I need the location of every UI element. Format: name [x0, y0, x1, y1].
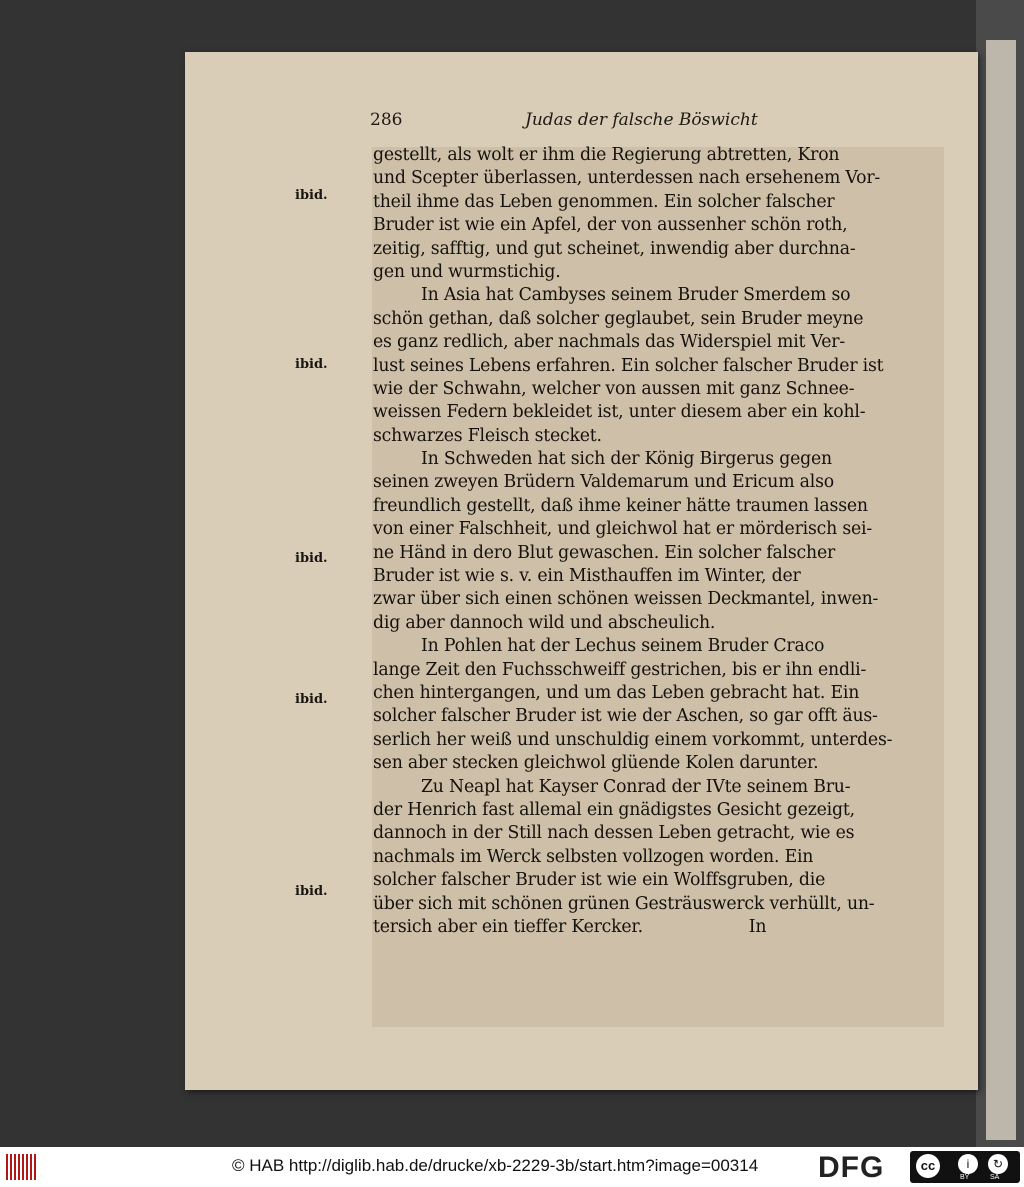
sa-label: SA [990, 1174, 1000, 1181]
margin-note: ibid. [295, 551, 328, 566]
margin-note: ibid. [295, 884, 328, 899]
running-title: Judas der falsche Böswicht [525, 110, 758, 130]
text-line: gen und wurmstichig. [373, 261, 561, 282]
page-number: 286 [370, 110, 403, 130]
text-line: tersich aber ein tieffer Kercker. In [373, 916, 767, 937]
text-line: und Scepter überlassen, unterdessen nach ersehenem Vor- [373, 168, 881, 189]
attribution-icon: i [958, 1154, 978, 1174]
text-line: schön gethan, daß solcher geglaubet, sein Bruder meyne [373, 308, 864, 329]
text-line: freundlich gestellt, daß ihme keiner hätte traumen lassen [373, 495, 868, 516]
text-line: ne Händ in dero Blut gewaschen. Ein solcher falscher [373, 542, 836, 563]
cc-license-badge[interactable] [910, 1151, 1020, 1183]
text-line: theil ihme das Leben genommen. Ein solcher falscher [373, 191, 835, 212]
body-text [373, 144, 948, 939]
text-line: gestellt, als wolt er ihm die Regierung abtretten, Kron [373, 145, 840, 165]
footer-bar [0, 1147, 1024, 1187]
copyright-link[interactable]: © HAB http://diglib.hab.de/drucke/xb-2229-3b/start.htm?image=00314 [232, 1156, 759, 1175]
text-line: Bruder ist wie s. v. ein Misthauffen im Winter, der [373, 566, 801, 587]
text-line: Bruder ist wie ein Apfel, der von aussenher schön roth, [373, 215, 848, 236]
text-line: nachmals im Werck selbsten vollzogen worden. Ein [373, 846, 814, 867]
text-line: lange Zeit den Fuchsschweiff gestrichen, bis er ihn endli- [373, 659, 867, 680]
text-line: In Schweden hat sich der König Birgerus gegen [421, 449, 832, 470]
text-line: über sich mit schönen grünen Gesträuswerck verhüllt, un- [373, 893, 875, 914]
text-line: serlich her weiß und unschuldig einem vorkommt, unterdes- [373, 729, 893, 750]
text-line: dig aber dannoch wild und abscheulich. [373, 612, 716, 633]
text-line: sen aber stecken gleichwol glüende Kolen darunter. [373, 753, 819, 774]
text-line: solcher falscher Bruder ist wie der Aschen, so gar offt äus- [373, 706, 878, 727]
text-line: chen hintergangen, und um das Leben gebracht hat. Ein [373, 682, 860, 703]
text-line: der Henrich fast allemal ein gnädigstes Gesicht gezeigt, [373, 799, 855, 820]
text-line: weissen Federn bekleidet ist, unter diesem aber ein kohl- [373, 402, 866, 423]
text-line: Zu Neapl hat Kayser Conrad der IVte seinem Bru- [421, 776, 851, 797]
text-line: wie der Schwahn, welcher von aussen mit ganz Schnee- [373, 378, 855, 399]
hab-barcode-logo [6, 1154, 36, 1180]
text-line: von einer Falschheit, und gleichwol hat er mörderisch sei- [373, 519, 872, 540]
margin-note: ibid. [295, 357, 328, 372]
text-line: zeitig, safftig, und gut scheinet, inwendig aber durchna- [373, 238, 856, 259]
book-page [185, 52, 978, 1090]
cc-icon: cc [916, 1154, 940, 1178]
by-label: BY [960, 1174, 970, 1181]
text-line: solcher falscher Bruder ist wie ein Wolffsgruben, die [373, 870, 826, 891]
margin-note: ibid. [295, 692, 328, 707]
margin-note: ibid. [295, 188, 328, 203]
text-line: schwarzes Fleisch stecket. [373, 425, 602, 446]
text-line: In Pohlen hat der Lechus seinem Bruder Craco [421, 636, 825, 657]
text-line: lust seines Lebens erfahren. Ein solcher falscher Bruder ist [373, 355, 884, 376]
dfg-logo[interactable]: DFG [818, 1151, 885, 1184]
text-line: dannoch in der Still nach dessen Leben getracht, wie es [373, 823, 855, 844]
text-line: es ganz redlich, aber nachmals das Widerspiel mit Ver- [373, 332, 845, 353]
next-page-edge [986, 40, 1016, 1140]
text-line: seinen zweyen Brüdern Valdemarum und Ericum also [373, 472, 834, 493]
text-line: In Asia hat Cambyses seinem Bruder Smerdem so [421, 285, 851, 306]
text-line: zwar über sich einen schönen weissen Deckmantel, inwen- [373, 589, 879, 610]
share-alike-icon: ↻ [988, 1154, 1008, 1174]
